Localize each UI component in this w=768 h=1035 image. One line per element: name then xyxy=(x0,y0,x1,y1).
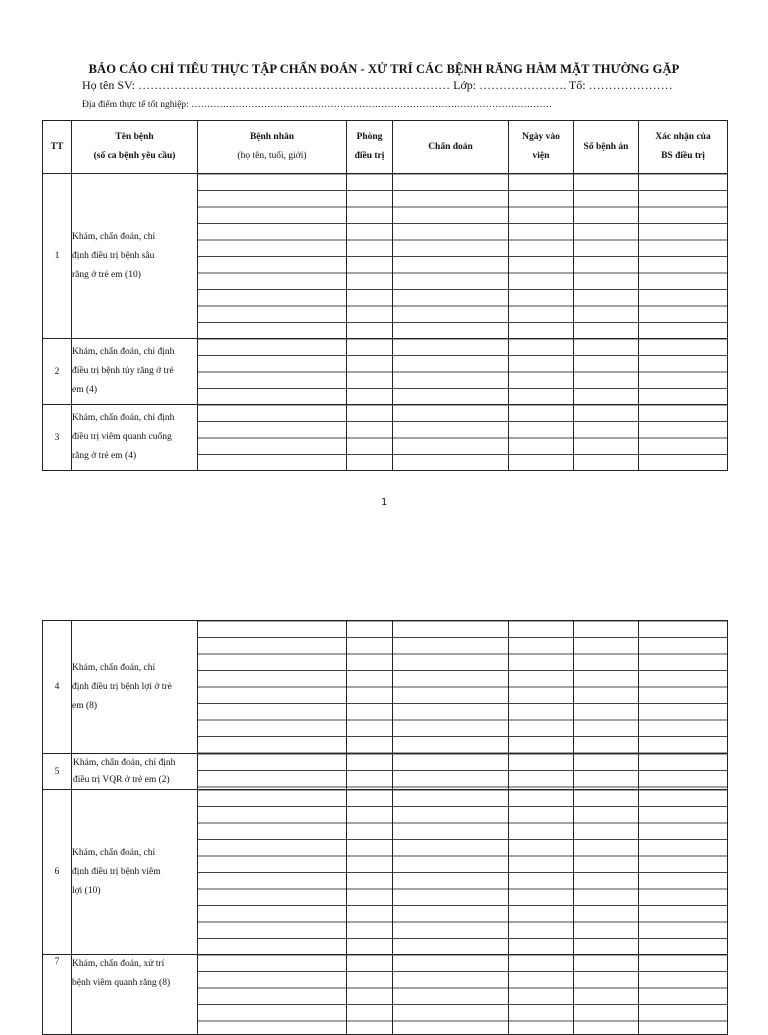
record-number-cell[interactable] xyxy=(574,955,639,1035)
col-header-record: Số bệnh án xyxy=(574,121,639,174)
row-number: 2 xyxy=(43,339,72,405)
table-header-row xyxy=(43,121,728,174)
col-header-room: Phòng điều trị xyxy=(347,121,393,174)
doctor-confirm-cell[interactable] xyxy=(639,621,728,754)
page-number: 1 xyxy=(380,497,388,508)
room-cell[interactable] xyxy=(347,955,393,1035)
disease-name: Khám, chẩn đoán, chỉ định điều trị bệnh lợi ở trẻ em (8) xyxy=(72,621,198,754)
patient-cell[interactable] xyxy=(198,754,347,790)
admission-date-cell[interactable] xyxy=(509,174,574,339)
diagnosis-cell[interactable] xyxy=(393,790,509,955)
admission-date-cell[interactable] xyxy=(509,790,574,955)
table-row xyxy=(43,955,728,1035)
doctor-confirm-cell[interactable] xyxy=(639,790,728,955)
diagnosis-cell[interactable] xyxy=(393,174,509,339)
table-row xyxy=(43,339,728,405)
table-row xyxy=(43,754,728,790)
doctor-confirm-cell[interactable] xyxy=(639,955,728,1035)
row-number: 6 xyxy=(43,790,72,955)
disease-name: Khám, chẩn đoán, xử trí bệnh viêm quanh răng (8) xyxy=(72,955,198,1035)
room-cell[interactable] xyxy=(347,174,393,339)
room-cell[interactable] xyxy=(347,790,393,955)
record-number-cell[interactable] xyxy=(574,754,639,790)
table-row xyxy=(43,405,728,471)
col-header-patient: Bệnh nhân (họ tên, tuổi, giới) xyxy=(198,121,347,174)
admission-date-cell[interactable] xyxy=(509,405,574,471)
room-cell[interactable] xyxy=(347,754,393,790)
room-cell[interactable] xyxy=(347,405,393,471)
record-number-cell[interactable] xyxy=(574,405,639,471)
admission-date-cell[interactable] xyxy=(509,621,574,754)
patient-cell[interactable] xyxy=(198,405,347,471)
row-number: 4 xyxy=(43,621,72,754)
report-title: BÁO CÁO CHỈ TIÊU THỰC TẬP CHẨN ĐOÁN - XỬ TRÍ CÁC BỆNH RĂNG HÀM MẶT THƯỜNG GẶP xyxy=(88,62,680,76)
diagnosis-cell[interactable] xyxy=(393,955,509,1035)
patient-cell[interactable] xyxy=(198,339,347,405)
row-number: 3 xyxy=(43,405,72,471)
col-header-confirm: Xác nhận của BS điều trị xyxy=(639,121,728,174)
col-header-disease: Tên bệnh (số ca bệnh yêu cầu) xyxy=(72,121,198,174)
col-header-tt: TT xyxy=(43,121,72,174)
disease-name: Khám, chẩn đoán, chỉ định điều trị bệnh sâu răng ở trẻ em (10) xyxy=(72,174,198,339)
doctor-confirm-cell[interactable] xyxy=(639,174,728,339)
admission-date-cell[interactable] xyxy=(509,754,574,790)
table-row xyxy=(43,790,728,955)
col-header-admission: Ngày vào viện xyxy=(509,121,574,174)
patient-cell[interactable] xyxy=(198,621,347,754)
internship-location-line: Địa điểm thực tế tốt nghiệp: …………………………………………………………………………………………………… xyxy=(82,100,553,110)
diagnosis-cell[interactable] xyxy=(393,621,509,754)
table-row xyxy=(43,621,728,754)
disease-name: Khám, chẩn đoán, chỉ định điều trị bệnh tủy răng ở trẻ em (4) xyxy=(72,339,198,405)
record-number-cell[interactable] xyxy=(574,339,639,405)
report-table-page-2 xyxy=(42,620,728,1035)
student-info-line: Họ tên SV: …………………………………………………………………… Lớp: …………………. Tổ: ………………… xyxy=(82,78,673,92)
row-number: 5 xyxy=(43,754,72,790)
patient-cell[interactable] xyxy=(198,790,347,955)
diagnosis-cell[interactable] xyxy=(393,405,509,471)
room-cell[interactable] xyxy=(347,339,393,405)
diagnosis-cell[interactable] xyxy=(393,339,509,405)
patient-cell[interactable] xyxy=(198,955,347,1035)
disease-name: Khám, chẩn đoán, chỉ định điều trị VQR ở trẻ em (2) xyxy=(72,754,198,790)
row-number: 7 xyxy=(43,955,72,1035)
patient-cell[interactable] xyxy=(198,174,347,339)
doctor-confirm-cell[interactable] xyxy=(639,754,728,790)
record-number-cell[interactable] xyxy=(574,790,639,955)
doctor-confirm-cell[interactable] xyxy=(639,405,728,471)
row-number: 1 xyxy=(43,174,72,339)
disease-name: Khám, chẩn đoán, chỉ định điều trị bệnh viêm lợi (10) xyxy=(72,790,198,955)
admission-date-cell[interactable] xyxy=(509,955,574,1035)
record-number-cell[interactable] xyxy=(574,174,639,339)
col-header-diagnosis: Chẩn đoán xyxy=(393,121,509,174)
table-row xyxy=(43,174,728,339)
record-number-cell[interactable] xyxy=(574,621,639,754)
room-cell[interactable] xyxy=(347,621,393,754)
admission-date-cell[interactable] xyxy=(509,339,574,405)
report-table-page-1 xyxy=(42,120,728,471)
diagnosis-cell[interactable] xyxy=(393,754,509,790)
disease-name: Khám, chẩn đoán, chỉ định điều trị viêm quanh cuống răng ở trẻ em (4) xyxy=(72,405,198,471)
doctor-confirm-cell[interactable] xyxy=(639,339,728,405)
